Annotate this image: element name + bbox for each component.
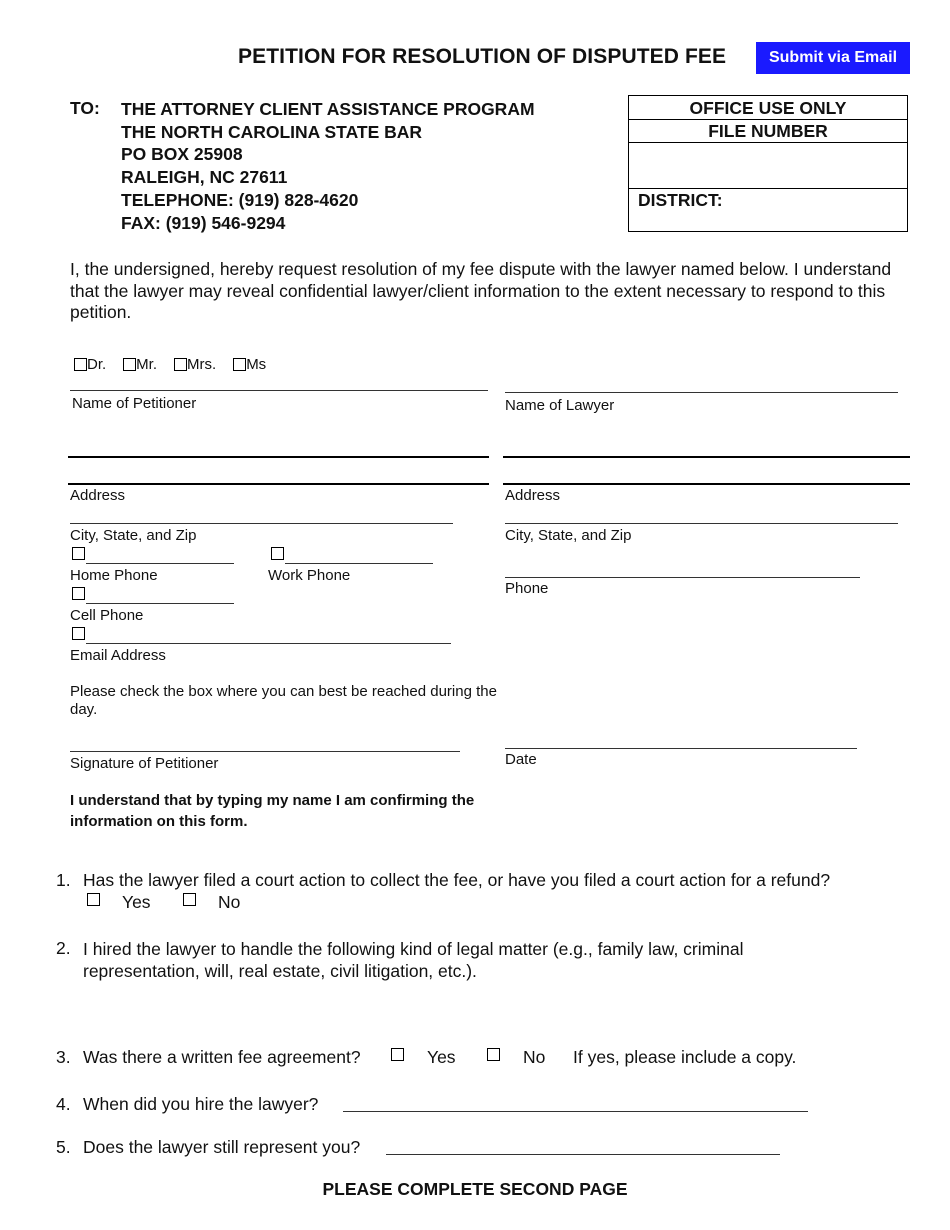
- question-5-number: 5.: [56, 1137, 71, 1157]
- district-label: DISTRICT:: [638, 190, 723, 210]
- question-4-number: 4.: [56, 1094, 71, 1114]
- signature-label: Signature of Petitioner: [70, 755, 219, 772]
- confirm-note: I understand that by typing my name I am confirming the information on this form.: [70, 792, 475, 830]
- petitioner-address-line-1: [68, 456, 489, 458]
- checkbox[interactable]: [174, 358, 187, 371]
- home-phone-input[interactable]: [88, 546, 232, 562]
- work-phone-checkbox[interactable]: [271, 547, 284, 560]
- lawyer-address-line-2: [503, 483, 910, 485]
- q3-no-checkbox[interactable]: [487, 1048, 500, 1061]
- lawyer-phone-label: Phone: [505, 580, 549, 597]
- file-number-label: FILE NUMBER: [629, 120, 907, 143]
- lawyer-city-line: [505, 523, 898, 524]
- cell-phone-checkbox[interactable]: [72, 587, 85, 600]
- office-use-title: OFFICE USE ONLY: [629, 96, 907, 120]
- lawyer-name-line: [505, 392, 898, 393]
- question-3-text: Was there a written fee agreement?: [83, 1047, 361, 1067]
- lawyer-city-label: City, State, and Zip: [505, 527, 632, 544]
- lawyer-name-label: Name of Lawyer: [505, 397, 615, 414]
- lawyer-city-input[interactable]: [507, 505, 896, 522]
- recipient-line: PO BOX 25908: [121, 144, 243, 165]
- email-checkbox[interactable]: [72, 627, 85, 640]
- salutation-mr: [123, 356, 157, 373]
- petitioner-name-label: Name of Petitioner: [72, 395, 197, 412]
- footer-instruction: PLEASE COMPLETE SECOND PAGE: [322, 1179, 628, 1199]
- submit-via-email-button[interactable]: Submit via Email: [756, 42, 910, 74]
- q3-yes-checkbox[interactable]: [391, 1048, 404, 1061]
- work-phone-line: [285, 563, 433, 564]
- contact-note: Please check the box where you can best be reached during the day.: [70, 683, 497, 718]
- lawyer-name-input[interactable]: [507, 374, 896, 391]
- q3-no-label: No: [523, 1047, 546, 1067]
- petitioner-name-input[interactable]: [72, 372, 486, 389]
- q3-yes-label: Yes: [427, 1047, 456, 1067]
- intro-paragraph: I, the undersigned, hereby request resolution of my fee dispute with the lawyer named below. I understand that the lawyer may reveal confidential lawyer/client information to the extent necessary to respond to this petition.: [70, 259, 892, 323]
- salutation-dr: [74, 356, 106, 373]
- petitioner-address-input[interactable]: [72, 437, 486, 454]
- q1-yes-checkbox[interactable]: [87, 893, 100, 906]
- recipient-line: THE NORTH CAROLINA STATE BAR: [121, 121, 423, 142]
- lawyer-phone-line: [505, 577, 860, 578]
- q4-answer-line: [343, 1111, 808, 1112]
- recipient-address: [121, 98, 535, 234]
- file-number-cell: [629, 143, 907, 189]
- petitioner-city-label: City, State, and Zip: [70, 527, 197, 544]
- q4-answer-input[interactable]: [345, 1093, 806, 1110]
- question-1-number: 1.: [56, 870, 71, 890]
- work-phone-label: Work Phone: [268, 567, 351, 584]
- date-input[interactable]: [507, 730, 855, 747]
- date-line: [505, 748, 857, 749]
- home-phone-checkbox[interactable]: [72, 547, 85, 560]
- home-phone-label: Home Phone: [70, 567, 158, 584]
- cell-phone-input[interactable]: [88, 586, 232, 602]
- home-phone-line: [86, 563, 234, 564]
- question-2-number: 2.: [56, 938, 71, 958]
- petitioner-name-line: [70, 390, 488, 391]
- signature-line: [70, 751, 460, 752]
- checkbox[interactable]: [123, 358, 136, 371]
- work-phone-input[interactable]: [287, 546, 431, 562]
- lawyer-address-line-1: [503, 456, 910, 458]
- q1-no-label: No: [218, 892, 241, 912]
- recipient-telephone: TELEPHONE: (919) 828-4620: [121, 189, 359, 210]
- question-4-text: When did you hire the lawyer?: [83, 1094, 319, 1114]
- question-2-text: I hired the lawyer to handle the following kind of legal matter (e.g., family law, criminal representation, will, real estate, civil litigation, etc.).: [83, 939, 744, 981]
- checkbox[interactable]: [74, 358, 87, 371]
- office-use-box: [628, 95, 908, 232]
- checkbox[interactable]: [233, 358, 246, 371]
- lawyer-address-input[interactable]: [507, 437, 907, 454]
- q3-note: If yes, please include a copy.: [573, 1047, 797, 1067]
- petitioner-address-line-2: [68, 483, 489, 485]
- salutation-label: Mr.: [136, 356, 158, 373]
- salutation-label: Ms: [246, 356, 267, 373]
- salutation-mrs: [174, 356, 216, 373]
- to-label: TO:: [70, 98, 100, 118]
- salutation-group: [74, 356, 283, 373]
- question-5-text: Does the lawyer still represent you?: [83, 1137, 361, 1157]
- question-1-text: Has the lawyer filed a court action to collect the fee, or have you filed a court action for a refund?: [83, 870, 831, 890]
- lawyer-phone-input[interactable]: [507, 559, 858, 576]
- salutation-ms: [233, 356, 266, 373]
- q1-yes-label: Yes: [122, 892, 151, 912]
- question-3-number: 3.: [56, 1047, 71, 1067]
- recipient-line: RALEIGH, NC 27611: [121, 167, 288, 188]
- page-title: PETITION FOR RESOLUTION OF DISPUTED FEE: [238, 45, 727, 68]
- petitioner-city-input[interactable]: [72, 505, 452, 522]
- salutation-label: Mrs.: [187, 356, 217, 373]
- email-line: [86, 643, 451, 644]
- petitioner-address-label: Address: [70, 487, 126, 504]
- lawyer-address-label: Address: [505, 487, 561, 504]
- petitioner-city-line: [70, 523, 453, 524]
- date-label: Date: [505, 751, 537, 768]
- q1-no-checkbox[interactable]: [183, 893, 196, 906]
- signature-input[interactable]: [72, 733, 458, 750]
- recipient-line: THE ATTORNEY CLIENT ASSISTANCE PROGRAM: [121, 99, 535, 119]
- q5-answer-input[interactable]: [388, 1136, 778, 1153]
- email-label: Email Address: [70, 647, 166, 664]
- cell-phone-line: [86, 603, 234, 604]
- email-input[interactable]: [88, 626, 449, 642]
- salutation-label: Dr.: [87, 356, 107, 373]
- cell-phone-label: Cell Phone: [70, 607, 144, 624]
- q5-answer-line: [386, 1154, 780, 1155]
- recipient-fax: FAX: (919) 546-9294: [121, 212, 286, 233]
